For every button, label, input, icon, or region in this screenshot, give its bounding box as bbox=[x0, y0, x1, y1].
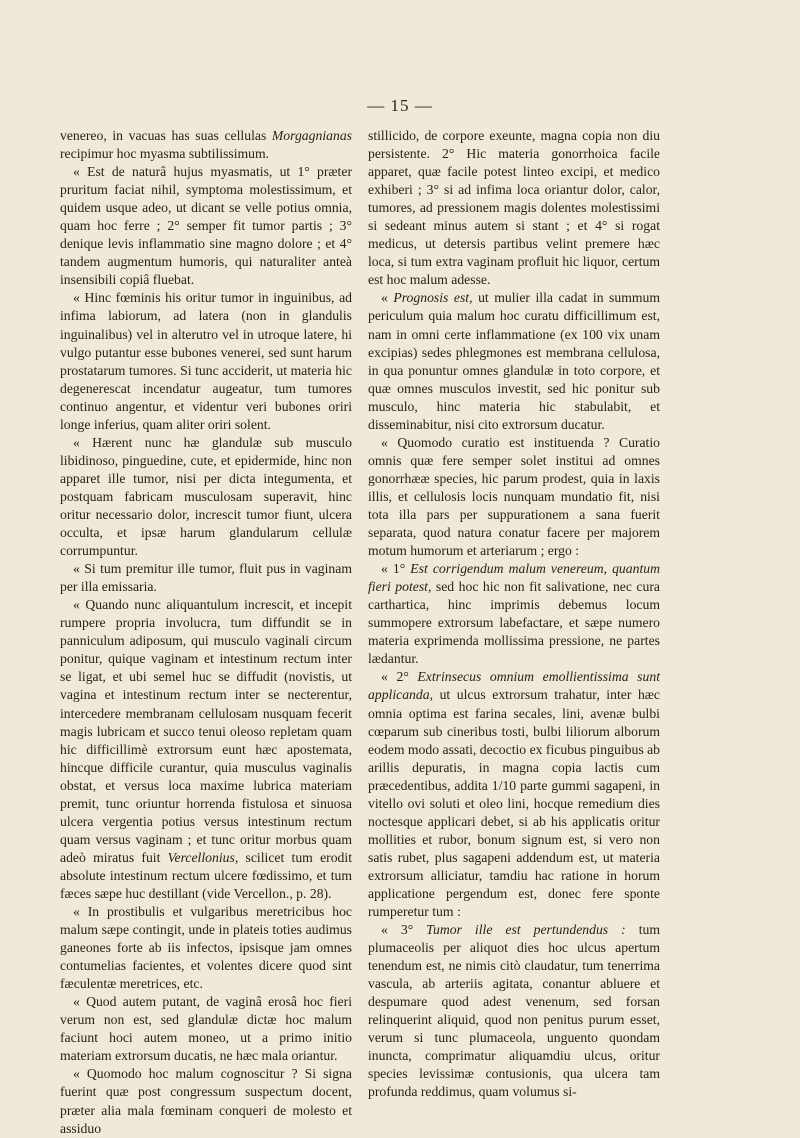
text-run: ut mulier illa cadat in summum periculum quia malum hoc curatu difficillimum est, nam in omni certe inflammatione (ex 100 vix unam excipias) sedes phlegmones est membrana cellulosa, in qua ponuntur omnes glandulæ in toto corpore, et quæ omnes musculos investit, sed hic ponitur sub musculo, hinc materia hic stabulabit, et disseminabitur, nisi cito extrorsum ducatur. bbox=[368, 290, 661, 432]
text-run: « Quod autem putant, de vaginâ erosâ hoc fieri verum non est, sed glandulæ dictæ hoc malum faciunt hoci autem moneo, ut a primo initio materiam extrorsum ducatis, ne hæc mala oriantur. bbox=[60, 994, 352, 1064]
paragraph bbox=[60, 434, 352, 560]
italic-text: Tumor ille est pertundendus : bbox=[426, 922, 626, 938]
paragraph bbox=[60, 993, 352, 1065]
text-run: « 1° bbox=[381, 561, 411, 577]
text-run: sed hoc hic non fit salivatione, nec cura carthartica, hinc imprimis debemus locum summopere extrorsum labefactare, et sæpe numero materia exprimenda mollissima pressione, ne partes lædantur. bbox=[368, 579, 660, 667]
text-run: « Quomodo hoc malum cognoscitur ? Si signa fuerint quæ post congressum suspectum docent, præter alia mala fœminam conqueri de molesto et assiduo bbox=[60, 1066, 352, 1136]
italic-text: Morgagnianas bbox=[271, 128, 352, 143]
text-run: « Quomodo curatio est instituenda ? Curatio omnis quæ fere semper solet institui ad omnes gonorrhææ species, hic parum prodest, quia in laxis illis, et cellulosis locis nunquam mundatio fit, nisi tota illa pars per suppurationem a sana fuerit separata, quod natura conatur facere per majorem motum humorum et arteriarum ; ergo : bbox=[368, 434, 660, 559]
page-number: — 15 — bbox=[367, 96, 433, 115]
text-run: « Hærent nunc hæ glandulæ sub musculo libidinoso, pinguedine, cute, et epidermide, hinc non apparet ille tumor, nisi per dicta integumenta, et postquam fabricam musculosam superavit, hinc oritur necessario dolor, increscit tumor fiunt, ulcera occulta, et ipsæ harum glandularum cellulæ corrumpuntur. bbox=[60, 434, 352, 559]
text-run: tum plumaceolis per aliquot dies hoc ulcus apertum tenendum est, ne nimis citò claudatur, tum tenerrima vascula, ab arteriis agitata, conantur abluere et despumare quod adest venenum, sed forsan relinquerint aliquid, quod non penitus purum esset, verum si tunc plumaceola, unguento quondam inuncta, comprimatur aliquamdiu ulcus, oritur species levissimæ contusionis, qua ulcera tam profunda reddimus, quam volumus si- bbox=[368, 922, 660, 1100]
italic-text: Extrinsecus omnium emollientissima sunt applicanda, bbox=[368, 669, 660, 703]
text-run: « 2° bbox=[381, 669, 418, 685]
text-run: « Si tum premitur ille tumor, fluit pus in vaginam per illa emissaria. bbox=[60, 561, 352, 595]
paragraph bbox=[368, 668, 660, 921]
paragraph bbox=[60, 903, 352, 993]
italic-text: Prognosis est, bbox=[393, 290, 473, 306]
paragraph bbox=[368, 127, 660, 289]
paragraph bbox=[368, 289, 660, 433]
paragraph bbox=[60, 127, 352, 163]
right-column bbox=[368, 127, 660, 1102]
text-run: « Hinc fœminis his oritur tumor in inguinibus, ad infima labiorum, ad latera (non in glandulis inguinalibus) vel in alterutro vel in utroque latere, hi vulgo putantur esse bubones venerei, sed sunt harum prostatarum tumores. Si tunc acciderit, ut materia hic degenerescat incendatur augeatur, tum tumores continuo angentur, et videntur veri bubones oriri longe inferius, quam aliter oriri solent. bbox=[60, 290, 352, 432]
text-run: stillicido, de corpore exeunte, magna copia non diu persistente. 2° Hic materia gonorrhoica facile apparet, quæ facile potest linteo excipi, et medico exhiberi ; 3° si ad infima loca oriantur dolor, calor, tumores, ad pressionem magis dolentes molestissimi si sedeant minus autem si stant ; et 4° si rogat medicus, ut detersis partibus velint premere hæc loca, si tum extra vaginam profluit hic liquor, certum est hoc malum adesse. bbox=[368, 128, 660, 288]
paragraph bbox=[60, 163, 352, 289]
italic-text: Vercellonius, bbox=[167, 849, 239, 865]
paragraph bbox=[368, 921, 660, 1101]
paragraph bbox=[60, 289, 352, 433]
text-run: ut ulcus extrorsum trahatur, inter hæc omnia optima est farina secales, lini, avenæ bulbi cœparum sub cineribus tosti, bulbi liliorum alborum eodem modo assati, decoctio ex ficubus pinguibus ab arillis depuratis, in magna copia lactis cum præcedentibus, addita 1/10 parte gummi sagapeni, in vitello ovi soluti et oleo lini, hocque remedium dies noctesque applicari debet, si ab his applicatis oritur mollities et rubor, bonum signum est, si vero non satis rubet, plus sagapeni addendum est, ut materia extrorsum alliciatur, tamdiu hac ratione in horum applicatione pergendum est, donec fere sponte rumperetur tum : bbox=[368, 687, 660, 920]
text-run: « 3° bbox=[381, 922, 427, 938]
text-run: scilicet tum erodit absolute intestinum rectum ulcere fœdissimo, et tum fæces sæpe huc destillant (vide Vercellon., p. 28). bbox=[60, 849, 352, 901]
text-run: « Est de naturâ hujus myasmatis, ut 1° præter pruritum faciat nihil, symptoma molestissimum, et quidem usque adeo, ut dicant se velle potius omnia, quam hoc ferre ; 2° semper fit tumor partis ; 3° denique levis inflammatio sine magno dolore ; et 4° tandem augmentum humoris, qui naturaliter anteà insensibili copiâ fluebat. bbox=[60, 164, 352, 288]
left-column bbox=[60, 127, 352, 1138]
paragraph bbox=[60, 596, 352, 903]
text-run: « Quando nunc aliquantulum increscit, et incepit rumpere propria involucra, tum diffundit se in panniculum adiposum, qui musculo vaginali circum ponitur, quique vaginam et intestinum rectum inter se ligat, et ubi semel huc se diffudit (novistis, ut vagina et intestinum rectum inter se necterentur, intercedere membranam cellulosam nusquam fecerit magis lubricam et succo tenui oleoso repletam quam hic difficillimè extrorsum eunt hæc apostemata, hincque difficile curantur, quia musculus vaginalis obstat, et versus loca maxime lubrica materiam premit, tunc oriuntur horrenda fistulosa et sinuosa ulcera vergentia potius versus intestinum rectum quam versus vaginam ; et tunc oritur morbus quam adeò miratus fuit bbox=[60, 597, 352, 865]
text-run: venereo, in vacuas has suas cellulas bbox=[60, 128, 272, 143]
text-run: recipimur hoc myasma subtilissimum. bbox=[60, 146, 270, 162]
text-run: « In prostibulis et vulgaribus meretricibus hoc malum sæpe contingit, unde in plateis toties audimus ganeones forte ab iis infectos, ipsisque jam omnes contumelias facientes, et volentes dicere quod sint fæculentæ meretrices, etc. bbox=[60, 904, 352, 992]
paragraph bbox=[60, 1065, 352, 1137]
paragraph bbox=[60, 560, 352, 596]
paragraph bbox=[368, 434, 660, 560]
text-run: « bbox=[381, 290, 394, 306]
paragraph bbox=[368, 560, 660, 668]
italic-text: Est corrigendum malum venereum, quantum fieri potest, bbox=[368, 561, 660, 595]
